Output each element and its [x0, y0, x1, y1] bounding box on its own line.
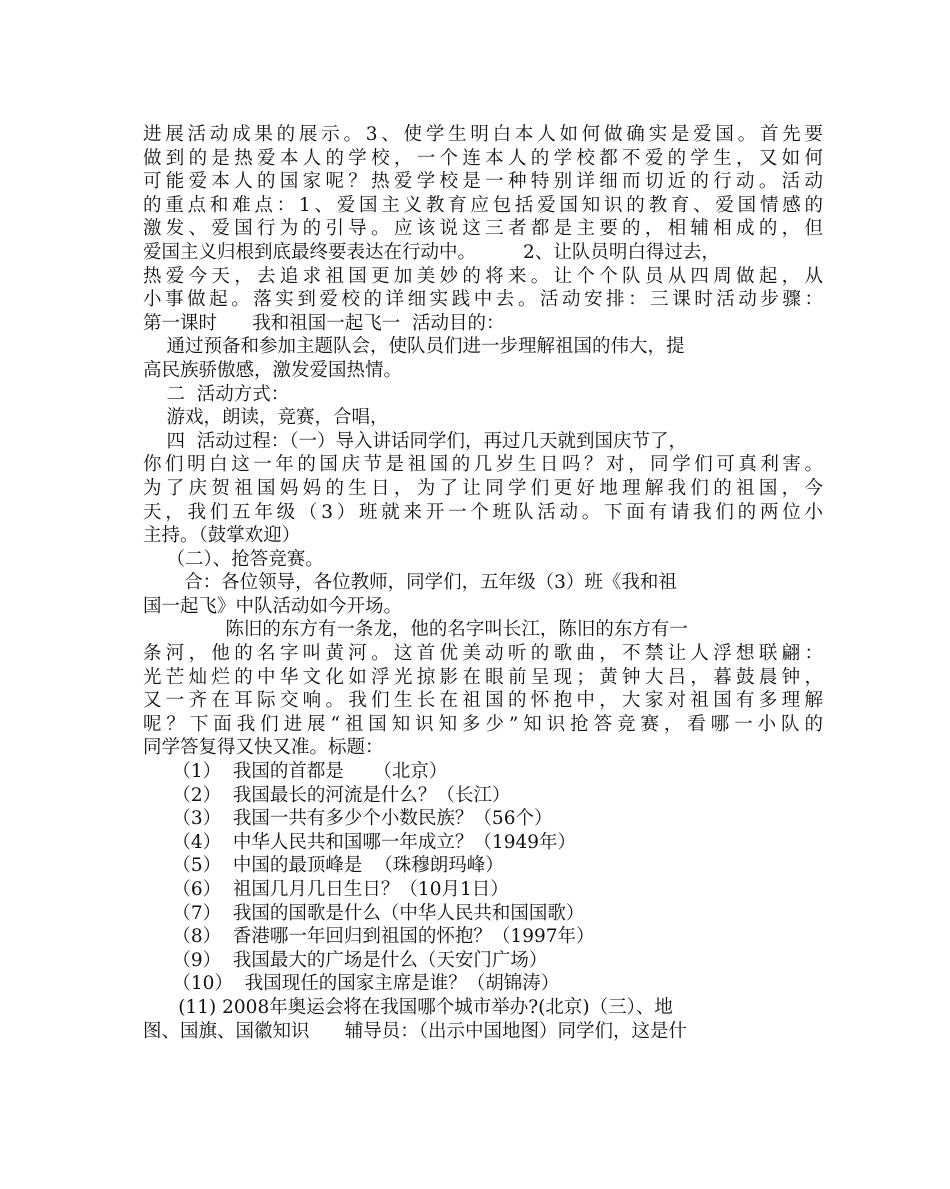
paragraph-line: （8） 香港哪一年回归到祖国的怀抱？（1997年） — [143, 926, 595, 948]
paragraph-line: 进展活动成果的展示。3、使学生明白本人如何做确实是爱国。首先要 — [143, 124, 823, 145]
paragraph-line: 通过预备和参加主题队会，使队员们进一步理解祖国的伟大，提 — [143, 336, 685, 358]
paragraph-line: （7） 我国的国歌是什么（中华人民共和国国歌） — [143, 902, 585, 924]
paragraph-line: 高民族骄傲感，激发爱国热情。 — [143, 359, 403, 381]
paragraph-line: 图、国旗、国徽知识 辅导员：（出示中国地图）同学们，这是什 — [143, 1020, 688, 1042]
paragraph-line: 激发、爱国行为的引导。应该说这三者都是主要的，相辅相成的，但 — [143, 218, 823, 240]
paragraph-line: 第一课时 我和祖国一起飞一 活动目的： — [143, 312, 505, 334]
paragraph-line: 同学答复得又快又准。标题： — [143, 737, 384, 759]
paragraph-line: 条河，他的名字叫黄河。这首优美动听的歌曲，不禁让人浮想联翩： — [143, 643, 823, 665]
paragraph-line: 小事做起。落实到爱校的详细实践中去。活动安排：三课时活动步骤： — [143, 289, 823, 311]
paragraph-line: 四 活动过程：（一）导入讲话同学们，再过几天就到国庆节了， — [143, 430, 688, 452]
paragraph-line: 主持。（鼓掌欢迎） — [143, 525, 301, 547]
paragraph-line: 合：各位领导，各位教师，同学们，五年级（3）班《我和祖 — [143, 572, 677, 594]
paragraph-line: 又一齐在耳际交响。我们生长在祖国的怀抱中，大家对祖国有多理解 — [143, 690, 823, 712]
paragraph-line: (11) 2008年奥运会将在我国哪个城市举办?(北京)（三）、地 — [143, 996, 673, 1018]
paragraph-line: 陈旧的东方有一条龙，他的名字叫长江，陈旧的东方有一 — [143, 619, 688, 641]
paragraph-line: 游戏，朗读，竞赛，合唱， — [143, 407, 389, 429]
paragraph-line: （10） 我国现任的国家主席是谁？（胡锦涛） — [143, 973, 560, 995]
paragraph-line: 光芒灿烂的中华文化如浮光掠影在眼前呈现；黄钟大吕，暮鼓晨钟， — [143, 666, 823, 688]
paragraph-line: 为了庆贺祖国妈妈的生日，为了让同学们更好地理解我们的祖国，今 — [143, 477, 823, 499]
paragraph-line: 呢？下面我们进展“祖国知识知多少”知识抢答竞赛，看哪一小队的 — [143, 713, 823, 735]
paragraph-line: （3） 我国一共有多少个小数民族？（56个） — [143, 808, 553, 830]
paragraph-line: （二）、抢答竞赛。 — [143, 548, 324, 570]
paragraph-line: （6） 祖国几月几日生日？（10月1日） — [143, 879, 509, 900]
paragraph-line: 二 活动方式： — [143, 383, 290, 405]
paragraph-line: 国一起飞》中队活动如今开场。 — [143, 595, 403, 617]
paragraph-line: （1） 我国的首都是 （北京） — [143, 761, 448, 783]
paragraph-line: 爱国主义归根到底最终要表达在行动中。 2、让队员明白得过去， — [143, 241, 720, 263]
paragraph-line: 做到的是热爱本人的学校，一个连本人的学校都不爱的学生，又如何 — [143, 147, 823, 169]
paragraph-line: 天，我们五年级（3）班就来开一个班队活动。下面有请我们的两位小 — [143, 501, 823, 523]
paragraph-line: （2） 我国最长的河流是什么？（长江） — [143, 784, 511, 806]
paragraph-line: （5） 中国的最顶峰是 （珠穆朗玛峰） — [143, 855, 504, 877]
paragraph-line: 的重点和难点：1、爱国主义教育应包括爱国知识的教育、爱国情感的 — [143, 194, 823, 216]
paragraph-line: （9） 我国最大的广场是什么（天安门广场） — [143, 949, 548, 971]
document-body — [143, 123, 823, 1043]
paragraph-line: 可能爱本人的国家呢？热爱学校是一种特别详细而切近的行动。活动 — [143, 171, 823, 193]
paragraph-line: 你们明白这一年的国庆节是祖国的几岁生日吗？对，同学们可真利害。 — [143, 454, 823, 476]
paragraph-line: （4） 中华人民共和国哪一年成立？（1949年） — [143, 831, 577, 853]
paragraph-line: 热爱今天，去追求祖国更加美妙的将来。让个个队员从四周做起，从 — [143, 265, 823, 287]
